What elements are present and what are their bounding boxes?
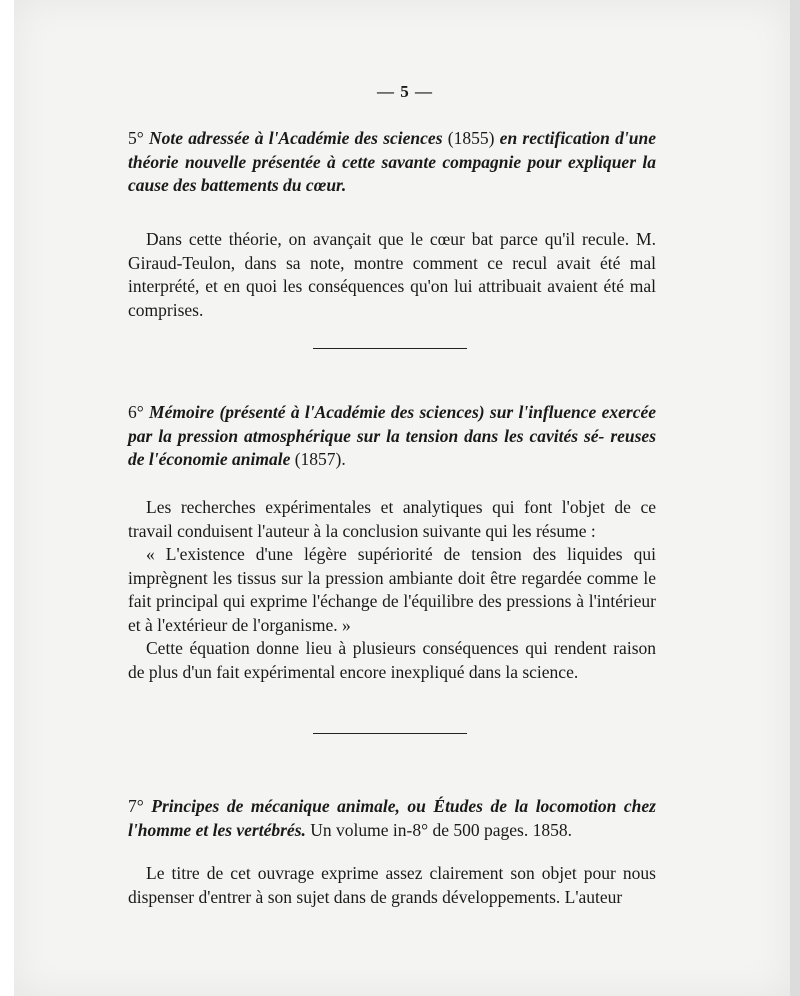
entry-5-number: 5°	[128, 128, 144, 148]
entry-7	[128, 795, 656, 842]
entry-7-heading-line1: Principes de mécanique animale, ou Études de la locomotion chez	[151, 796, 656, 816]
section-divider	[313, 733, 467, 734]
entry-5-year: (1855)	[447, 128, 495, 148]
entry-5	[128, 127, 656, 198]
entry-7-paragraph: Le titre de cet ouvrage exprime assez clairement son objet pour nous dispenser d'entrer à son sujet dans de grands développements. L'auteur	[128, 863, 656, 907]
entry-6-number: 6°	[128, 402, 144, 422]
entry-5-heading-line1-end: en rectification	[499, 128, 610, 148]
section-divider	[313, 348, 467, 349]
entry-6-paragraph-1: Les recherches expérimentales et analytiques qui font l'objet de ce travail conduisent l'auteur à la conclusion suivante qui les résume :	[128, 497, 656, 541]
entry-6	[128, 401, 656, 472]
entry-5-body	[128, 228, 656, 322]
entry-5-heading-line2: d'une théorie nouvelle présentée à cette savante compagnie pour	[128, 128, 657, 172]
entry-6-heading	[128, 401, 656, 472]
entry-7-heading	[128, 795, 656, 842]
entry-6-paragraph-2: « L'existence d'une légère supériorité de tension des liquides qui imprègnent les tissus sur la pression ambiante doit être regardée comme le fait principal qui exprime l'échange de l'équilibre des pressions à l'intérieur et à l'extérieur de l'organisme. »	[128, 544, 656, 635]
scan-right-edge	[790, 0, 800, 996]
entry-6-body	[128, 496, 656, 684]
entry-6-year: (1857).	[294, 449, 346, 469]
entry-5-heading-line1: Note adressée à l'Académie des sciences	[149, 128, 443, 148]
entry-7-heading-rest: Un volume in-8° de 500 pages. 1858.	[310, 819, 572, 840]
entry-6-heading-line3: reuses de l'économie animale	[128, 425, 657, 469]
entry-6-heading-line1: Mémoire (présenté à l'Académie des sciences) sur l'influence exercée	[149, 402, 656, 422]
page-number: — 5 —	[377, 82, 433, 101]
entry-5-heading-line3: expliquer la cause des battements du cœur.	[128, 151, 657, 195]
scan-left-margin	[0, 0, 14, 996]
entry-7-number: 7°	[128, 796, 144, 816]
entry-5-heading	[128, 127, 656, 198]
entry-7-body	[128, 862, 656, 909]
entry-6-heading-line2: par la pression atmosphérique sur la tension dans les cavités sé-	[128, 425, 605, 446]
entry-6-paragraph-3: Cette équation donne lieu à plusieurs conséquences qui rendent raison de plus d'un fait expérimental encore inexpliqué dans la science.	[128, 638, 656, 682]
entry-5-paragraph: Dans cette théorie, on avançait que le cœur bat parce qu'il recule. M. Giraud-Teulon, dans sa note, montre comment ce recul avait été mal interprété, et en quoi les conséquences qu'on lui attribuait avaient été mal comprises.	[128, 229, 656, 320]
entry-7-heading-line2: l'homme et les vertébrés.	[128, 819, 306, 840]
